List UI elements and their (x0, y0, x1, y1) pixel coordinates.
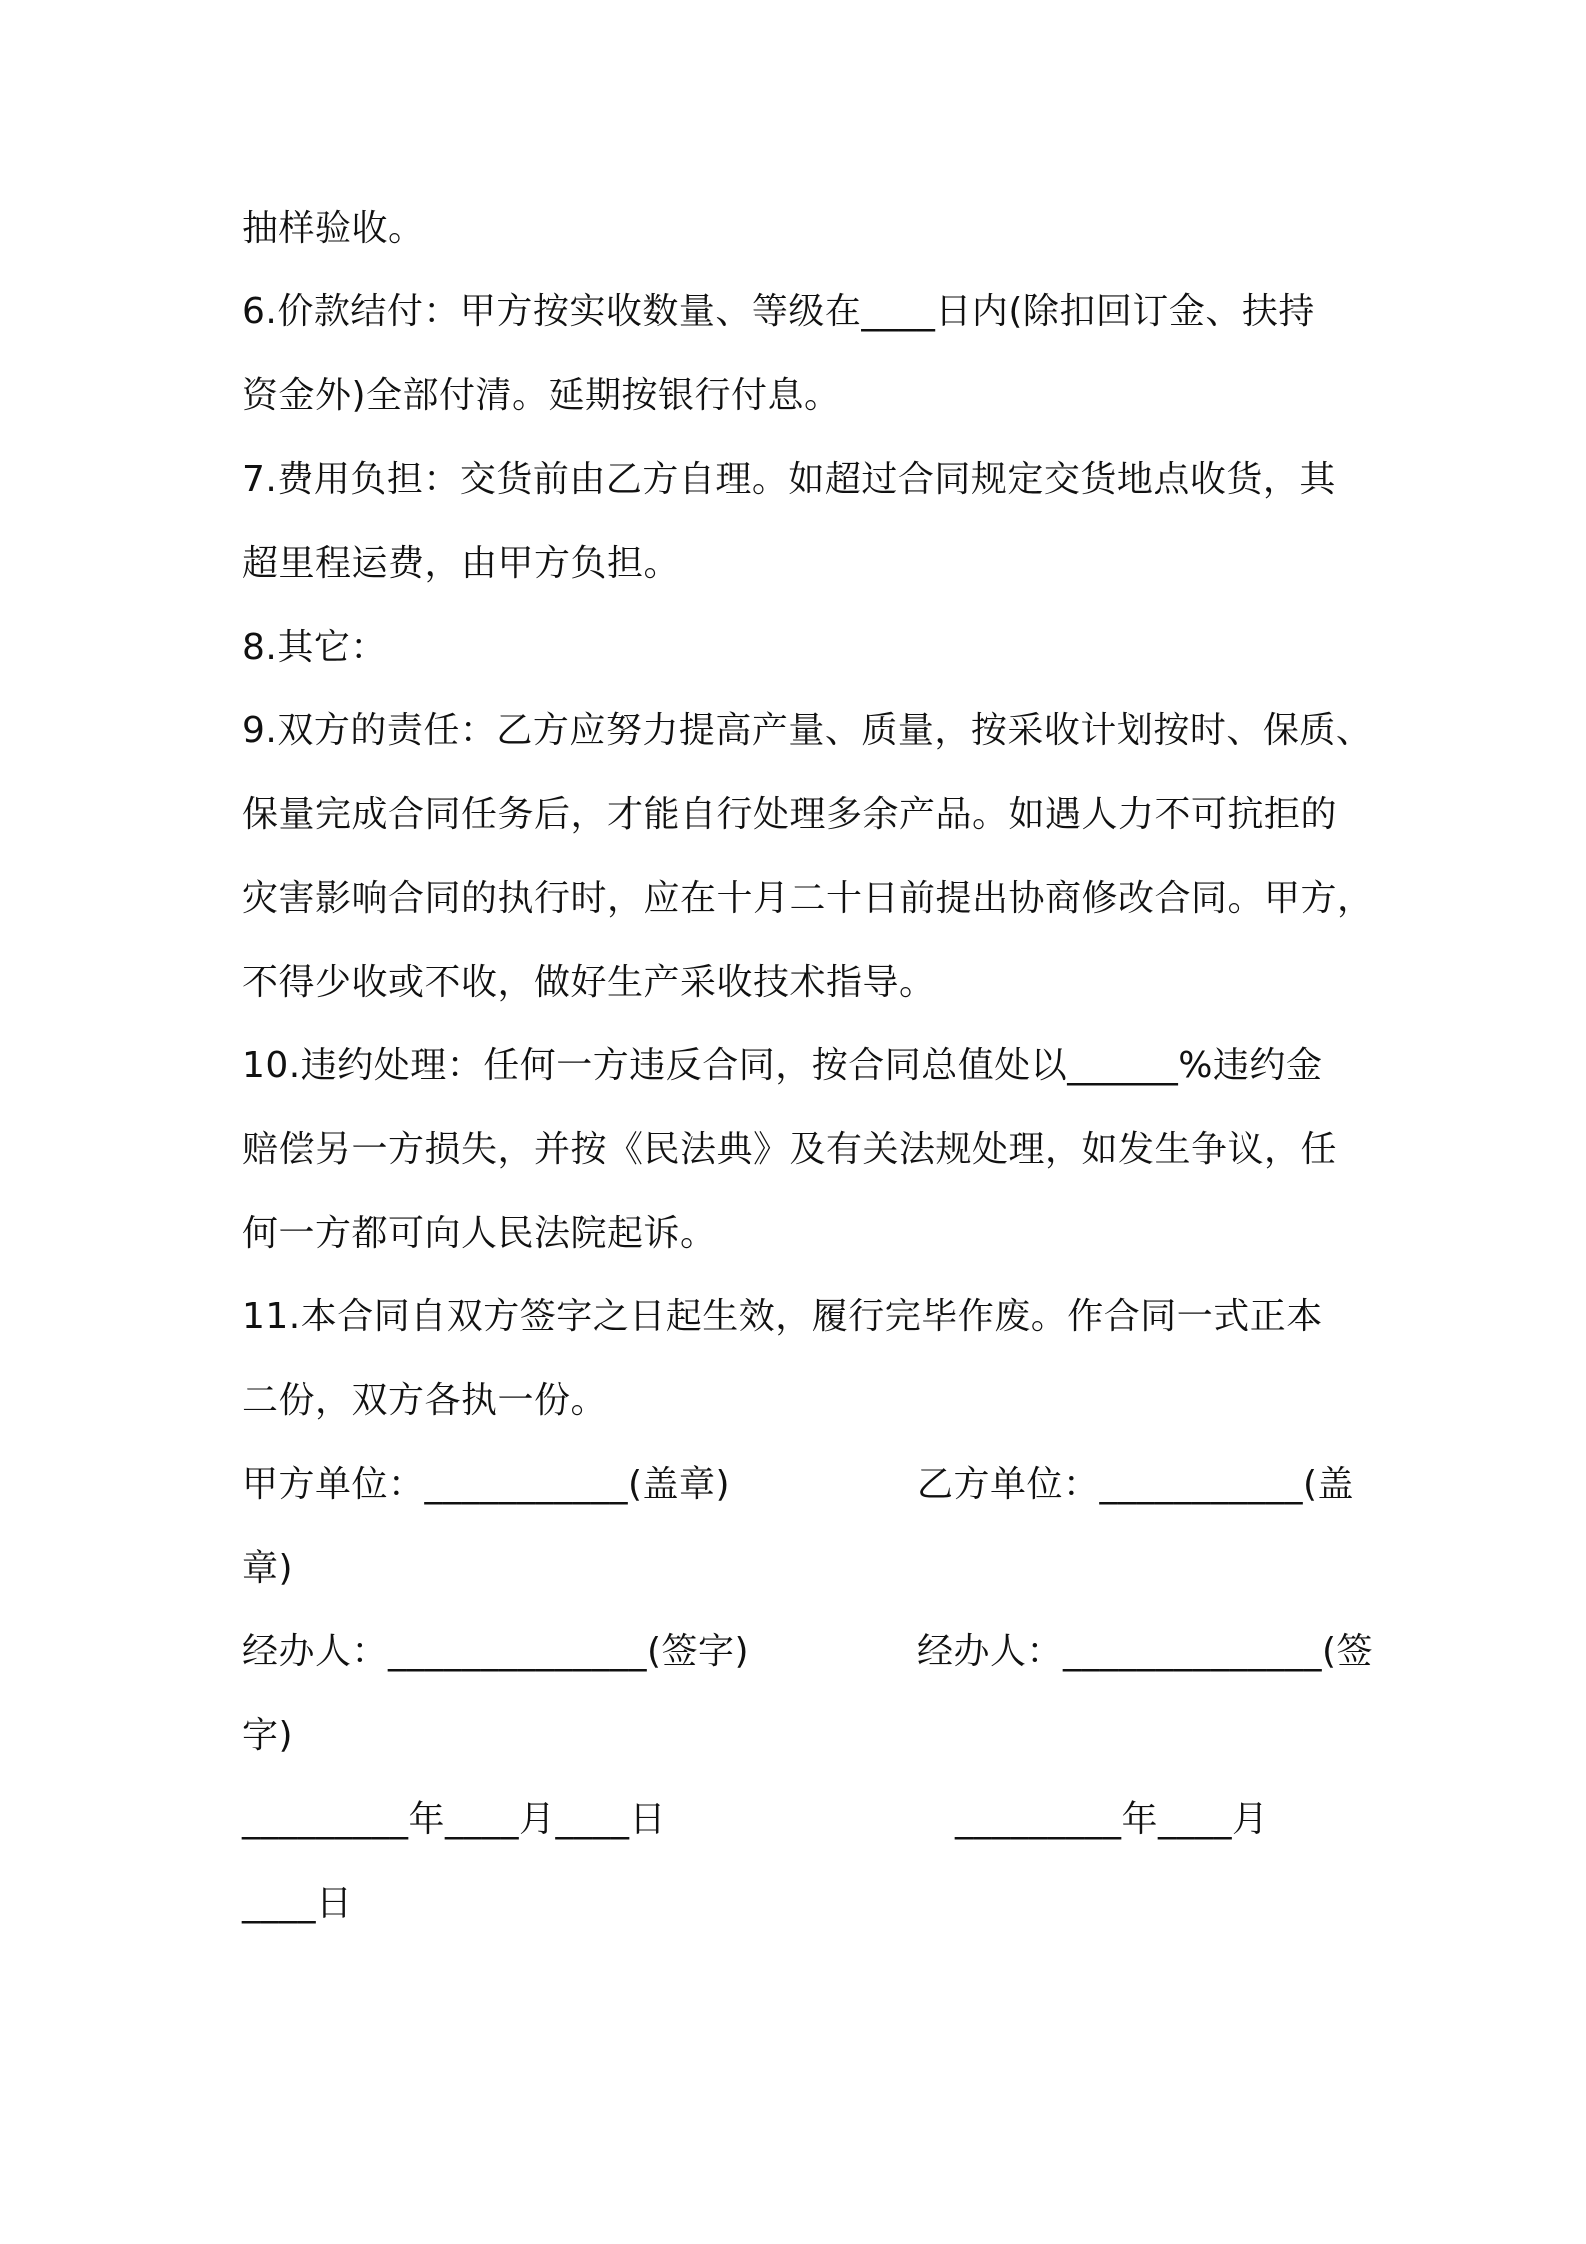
agent-b-continued: 字) (242, 1715, 294, 1756)
text-line: 9.双方的责任：乙方应努力提高产量、质量，按采收计划按时、保质、 (242, 710, 1373, 751)
signature-row-unit (242, 1461, 1362, 1509)
agent-a: 经办人：______________(签字) (242, 1631, 750, 1672)
party-b-unit: 乙方单位：___________(盖 (917, 1464, 1355, 1505)
text-line: 10.违约处理：任何一方违反合同，按合同总值处以______%违约金 (242, 1045, 1323, 1086)
date-b: _________年____月 (955, 1799, 1269, 1840)
signature-row-agent (242, 1628, 1374, 1676)
text-line: 资金外)全部付清。延期按银行付息。 (242, 375, 841, 416)
text-line: 何一方都可向人民法院起诉。 (242, 1213, 717, 1254)
text-line: 保量完成合同任务后，才能自行处理多余产品。如遇人力不可抗拒的 (242, 794, 1338, 835)
agent-b: 经办人：______________(签 (917, 1631, 1374, 1672)
signature-row-date (242, 1796, 1362, 1844)
text-line: 灾害影响合同的执行时，应在十月二十日前提出协商修改合同。甲方， (242, 878, 1374, 919)
date-a: _________年____月____日 (242, 1799, 666, 1840)
party-b-unit-continued: 章) (242, 1548, 294, 1589)
text-line: 11.本合同自双方签字之日起生效，履行完毕作废。作合同一式正本 (242, 1296, 1323, 1337)
party-a-unit: 甲方单位：___________(盖章) (242, 1464, 731, 1505)
text-line: 超里程运费，由甲方负担。 (242, 543, 681, 584)
text-line: 6.价款结付：甲方按实收数量、等级在____日内(除扣回订金、扶持 (242, 291, 1315, 332)
date-b-continued: ____日 (242, 1883, 353, 1924)
text-line: 8.其它： (242, 627, 387, 668)
text-line: 7.费用负担：交货前由乙方自理。如超过合同规定交货地点收货，其 (242, 459, 1336, 500)
text-line: 赔偿另一方损失，并按《民法典》及有关法规处理，如发生争议，任 (242, 1129, 1338, 1170)
text-line: 不得少收或不收，做好生产采收技术指导。 (242, 962, 936, 1003)
text-line: 抽样验收。 (242, 208, 425, 249)
text-line: 二份，双方各执一份。 (242, 1380, 608, 1421)
